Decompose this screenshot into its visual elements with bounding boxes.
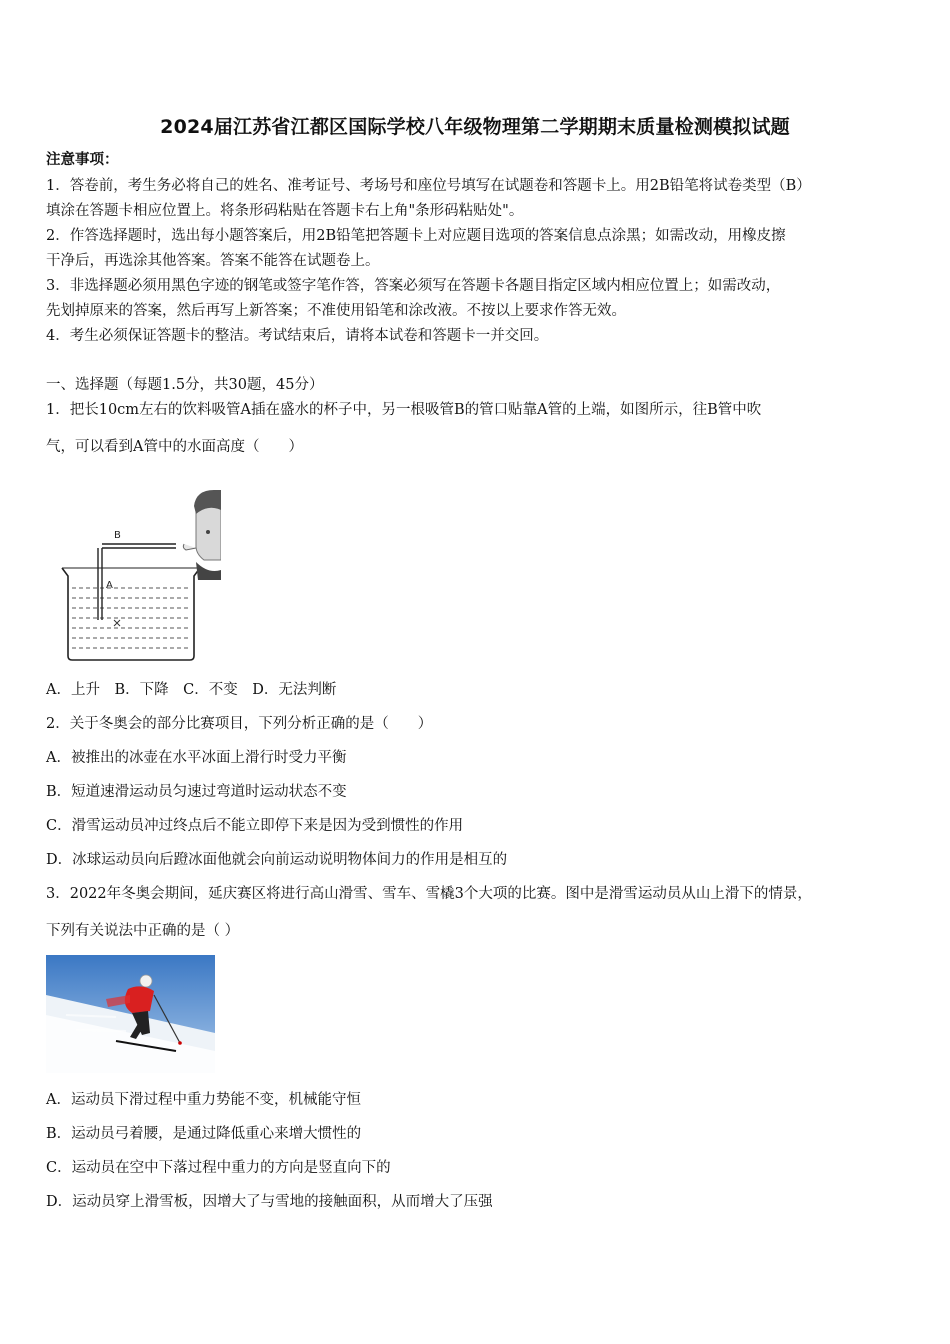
notice-line: 3．非选择题必须用黑色字迹的钢笔或签字笔作答，答案必须写在答题卡各题目指定区域内相应位置上；如需改动， [46,278,781,294]
q2-stem: 2．关于冬奥会的部分比赛项目，下列分析正确的是（ ） [46,716,433,732]
q1-stem-line2: 气，可以看到A管中的水面高度（ ） [46,439,303,455]
notice-line: 4．考生必须保证答题卡的整洁。考试结束后，请将本试卷和答题卡一并交回。 [46,328,549,344]
q3-option-d: D．运动员穿上滑雪板，因增大了与雪地的接触面积，从而增大了压强 [46,1194,493,1210]
notice-line: 2．作答选择题时，选出每小题答案后，用2B铅笔把答题卡上对应题目选项的答案信息点涂黑；如需改动，用橡皮擦 [46,228,786,244]
notice-line: 先划掉原来的答案，然后再写上新答案；不准使用铅笔和涂改液。不按以上要求作答无效。 [46,303,626,319]
q3-figure-skier [46,955,215,1073]
q2-option-b: B．短道速滑运动员匀速过弯道时运动状态不变 [46,784,347,800]
q3-option-b: B．运动员弓着腰，是通过降低重心来增大惯性的 [46,1126,362,1142]
section-heading: 一、选择题（每题1.5分，共30题，45分） [46,377,324,393]
q1-options: A．上升 B．下降 C．不变 D．无法判断 [46,682,337,698]
notice-line: 干净后，再选涂其他答案。答案不能答在试题卷上。 [46,253,380,269]
notice-heading: 注意事项： [46,151,119,168]
page-title: 2024届江苏省江都区国际学校八年级物理第二学期期末质量检测模拟试题 [160,116,790,138]
straw-b-label: B [114,530,121,541]
q2-option-a: A．被推出的冰壶在水平冰面上滑行时受力平衡 [46,750,347,766]
straw-a-label: A [106,580,113,591]
q1-stem-line1: 1．把长10cm左右的饮料吸管A插在盛水的杯子中，另一根吸管B的管口贴靠A管的上端，如图所示，往B管中吹 [46,402,762,418]
notice-line: 1．答卷前，考生务必将自己的姓名、准考证号、考场号和座位号填写在试题卷和答题卡上。用2B铅笔将试卷类型（B） [46,178,811,194]
q3-option-a: A．运动员下滑过程中重力势能不变，机械能守恒 [46,1092,361,1108]
q3-stem-line2: 下列有关说法中正确的是（ ） [46,923,240,939]
q2-option-d: D．冰球运动员向后蹬冰面他就会向前运动说明物体间力的作用是相互的 [46,852,508,868]
q1-figure-beaker [46,470,221,665]
q3-stem-line1: 3．2022年冬奥会期间，延庆赛区将进行高山滑雪、雪车、雪橇3个大项的比赛。图中是滑雪运动员从山上滑下的情景， [46,886,812,902]
q2-option-c: C．滑雪运动员冲过终点后不能立即停下来是因为受到惯性的作用 [46,818,464,834]
q3-option-c: C．运动员在空中下落过程中重力的方向是竖直向下的 [46,1160,391,1176]
notice-line: 填涂在答题卡相应位置上。将条形码粘贴在答题卡右上角"条形码粘贴处"。 [46,203,524,219]
